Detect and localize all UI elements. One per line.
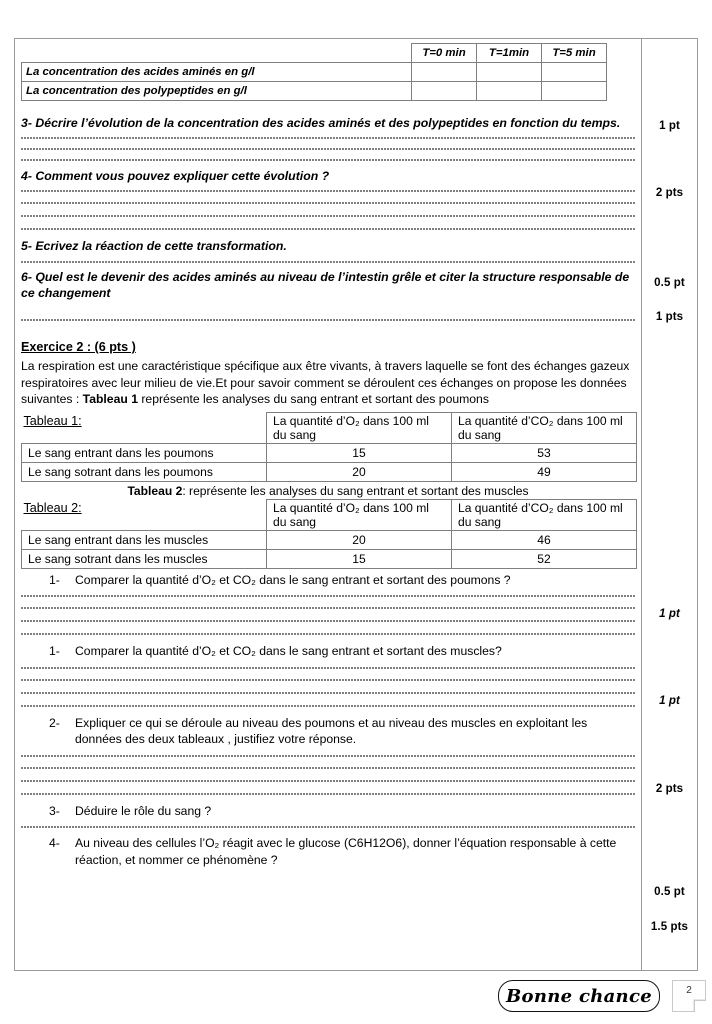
tableau-2-col-co2: La quantité d’CO₂ dans 100 ml du sang (452, 500, 637, 531)
tableau-1-row-1-co2: 49 (452, 463, 637, 482)
tableau-1-label: Tableau 1: (23, 413, 82, 428)
answer-line[interactable] (21, 686, 635, 699)
answer-line[interactable] (21, 143, 635, 154)
table-row (22, 550, 637, 569)
tableau-1-col-co2: La quantité d’CO₂ dans 100 ml du sang (452, 413, 637, 444)
exam-frame (14, 38, 698, 971)
tableau-2-row-1-label: Le sang sotrant dans les muscles (22, 550, 267, 569)
bonne-chance-text: Bonne chance (506, 985, 652, 1007)
answer-line[interactable] (21, 314, 635, 325)
answer-line[interactable] (21, 787, 635, 800)
question-5: 5- Ecrivez la réaction de cette transformation. (21, 239, 287, 254)
tableau-1-row-0-co2: 53 (452, 444, 637, 463)
points-q4: 2 pts (655, 187, 684, 199)
table-row (22, 531, 637, 550)
ex2-question-4 (15, 800, 641, 821)
answer-line[interactable] (21, 662, 635, 673)
points-ex2-q5: 1.5 pts (650, 921, 689, 933)
tableau-2-caption (15, 482, 641, 499)
points-q3: 1 pt (659, 120, 680, 132)
ex2-question-4-number: 3- (49, 803, 60, 818)
ex2-question-2-number: 1- (49, 644, 60, 659)
cell-aa-t0[interactable] (412, 63, 477, 82)
tableau-1 (21, 412, 637, 482)
answer-line[interactable] (21, 256, 635, 267)
answer-line[interactable] (21, 132, 635, 143)
header-blank-cell (22, 44, 412, 63)
tableau-2-row-0-co2: 46 (452, 531, 637, 550)
ex2-question-5-text: Au niveau des cellules l’O₂ réagit avec le glucose (C6H12O6), donner l’équation responsable à cette réaction, et nommer ce phénomène ? (75, 836, 617, 867)
question-6: 6- Quel est le devenir des acides aminés au niveau de l’intestin grêle et citer la structure responsable de ce changement (21, 269, 630, 300)
ex2-question-1-number: 1- (49, 573, 60, 587)
header-t0: T=0 min (412, 44, 477, 63)
tableau-2-row-1-co2: 52 (452, 550, 637, 569)
answer-line[interactable] (21, 590, 635, 601)
tableau-2-row-0-label: Le sang entrant dans les muscles (22, 531, 267, 550)
answer-line[interactable] (21, 196, 635, 209)
tableau-1-col-o2: La quantité d’O₂ dans 100 ml du sang (267, 413, 452, 444)
ex2-question-2-text: Comparer la quantité d’O₂ et CO₂ dans le sang entrant et sortant des muscles? (75, 644, 502, 659)
tableau-1-row-0-label: Le sang entrant dans les poumons (22, 444, 267, 463)
points-ex2-q3: 2 pts (655, 783, 684, 795)
answer-line[interactable] (21, 774, 635, 787)
intro-tableau1-ref: Tableau 1 (82, 392, 138, 407)
table-row (22, 63, 607, 82)
exercice-2-title: Exercice 2 : (6 pts ) (21, 340, 136, 355)
answer-line[interactable] (21, 699, 635, 712)
points-column (642, 39, 697, 970)
bonne-chance-badge (498, 980, 660, 1012)
points-q6: 1 pts (655, 311, 684, 323)
intro-text-part2: représente les analyses du sang entrant et sortant des poumons (137, 392, 489, 407)
points-ex2-q4: 0.5 pt (654, 886, 685, 898)
tableau-1-row-1-o2: 20 (267, 463, 452, 482)
question-4: 4- Comment vous pouvez expliquer cette évolution ? (21, 169, 330, 184)
header-t1: T=1min (477, 44, 542, 63)
question-3: 3- Décrire l’évolution de la concentration des acides aminés et des polypeptides en fonction du temps. (21, 116, 621, 130)
answer-line[interactable] (21, 750, 635, 761)
concentration-table (21, 43, 607, 101)
ex2-question-1 (15, 569, 641, 590)
row-label-acides-amines: La concentration des acides aminés en g/l (22, 63, 412, 82)
header-t5: T=5 min (542, 44, 607, 63)
tableau-1-row-1-label: Le sang sotrant dans les poumons (22, 463, 267, 482)
cell-aa-t1[interactable] (477, 63, 542, 82)
ex2-question-4-text: Déduire le rôle du sang ? (75, 803, 212, 818)
table-header-row (22, 44, 607, 63)
cell-pp-t0[interactable] (412, 82, 477, 101)
ex2-question-3-number: 2- (49, 715, 60, 730)
answer-line[interactable] (21, 185, 635, 196)
answer-line[interactable] (21, 673, 635, 686)
tableau-2-caption-ref: Tableau 2 (127, 484, 183, 498)
ex2-question-5 (15, 832, 641, 870)
answer-line[interactable] (21, 154, 635, 165)
table-header-row (22, 500, 637, 531)
tableau-2-row-0-o2: 20 (267, 531, 452, 550)
tableau-2-col-o2: La quantité d’O₂ dans 100 ml du sang (267, 500, 452, 531)
cell-pp-t5[interactable] (542, 82, 607, 101)
tableau-2-label: Tableau 2: (23, 500, 82, 515)
cell-pp-t1[interactable] (477, 82, 542, 101)
table-row (22, 463, 637, 482)
row-label-polypeptides: La concentration des polypeptides en g/l (22, 82, 412, 101)
points-ex2-q1: 1 pt (659, 608, 680, 620)
answer-line[interactable] (21, 209, 635, 222)
cell-aa-t5[interactable] (542, 63, 607, 82)
answer-line[interactable] (21, 821, 635, 832)
exam-content-column (15, 39, 642, 970)
table-row (22, 444, 637, 463)
page-number-text: 2 (686, 985, 692, 996)
table-header-row (22, 413, 637, 444)
ex2-question-3-text: Expliquer ce qui se déroule au niveau des poumons et au niveau des muscles en exploitant les données des deux tableaux , justifiez votre réponse. (75, 715, 588, 747)
page-number-box (672, 980, 706, 1012)
tableau-2 (21, 499, 637, 569)
table-row (22, 82, 607, 101)
exercice-2-intro (15, 356, 641, 408)
points-q5: 0.5 pt (654, 277, 685, 289)
points-ex2-q2: 1 pt (659, 695, 680, 707)
tableau-2-row-1-o2: 15 (267, 550, 452, 569)
tableau-2-caption-rest: : représente les analyses du sang entrant et sortant des muscles (182, 484, 529, 498)
ex2-question-5-number: 4- (49, 836, 60, 851)
answer-line[interactable] (21, 222, 635, 235)
answer-line[interactable] (21, 601, 635, 614)
intro-text-part1: La respiration est une caractéristique spécifique aux être vivants, à travers laquelle se font des échanges gazeux respiratoires avec leur milieu de vie.Et pour savoir comment se déroulent ces échanges on propose les données suivantes : (21, 359, 630, 407)
answer-line[interactable] (21, 614, 635, 627)
ex2-question-1-text: Comparer la quantité d’O₂ et CO₂ dans le sang entrant et sortant des poumons ? (75, 573, 511, 587)
answer-line[interactable] (21, 761, 635, 774)
answer-line[interactable] (21, 627, 635, 640)
ex2-question-2 (15, 640, 641, 661)
ex2-question-3 (15, 712, 641, 750)
tableau-1-row-0-o2: 15 (267, 444, 452, 463)
